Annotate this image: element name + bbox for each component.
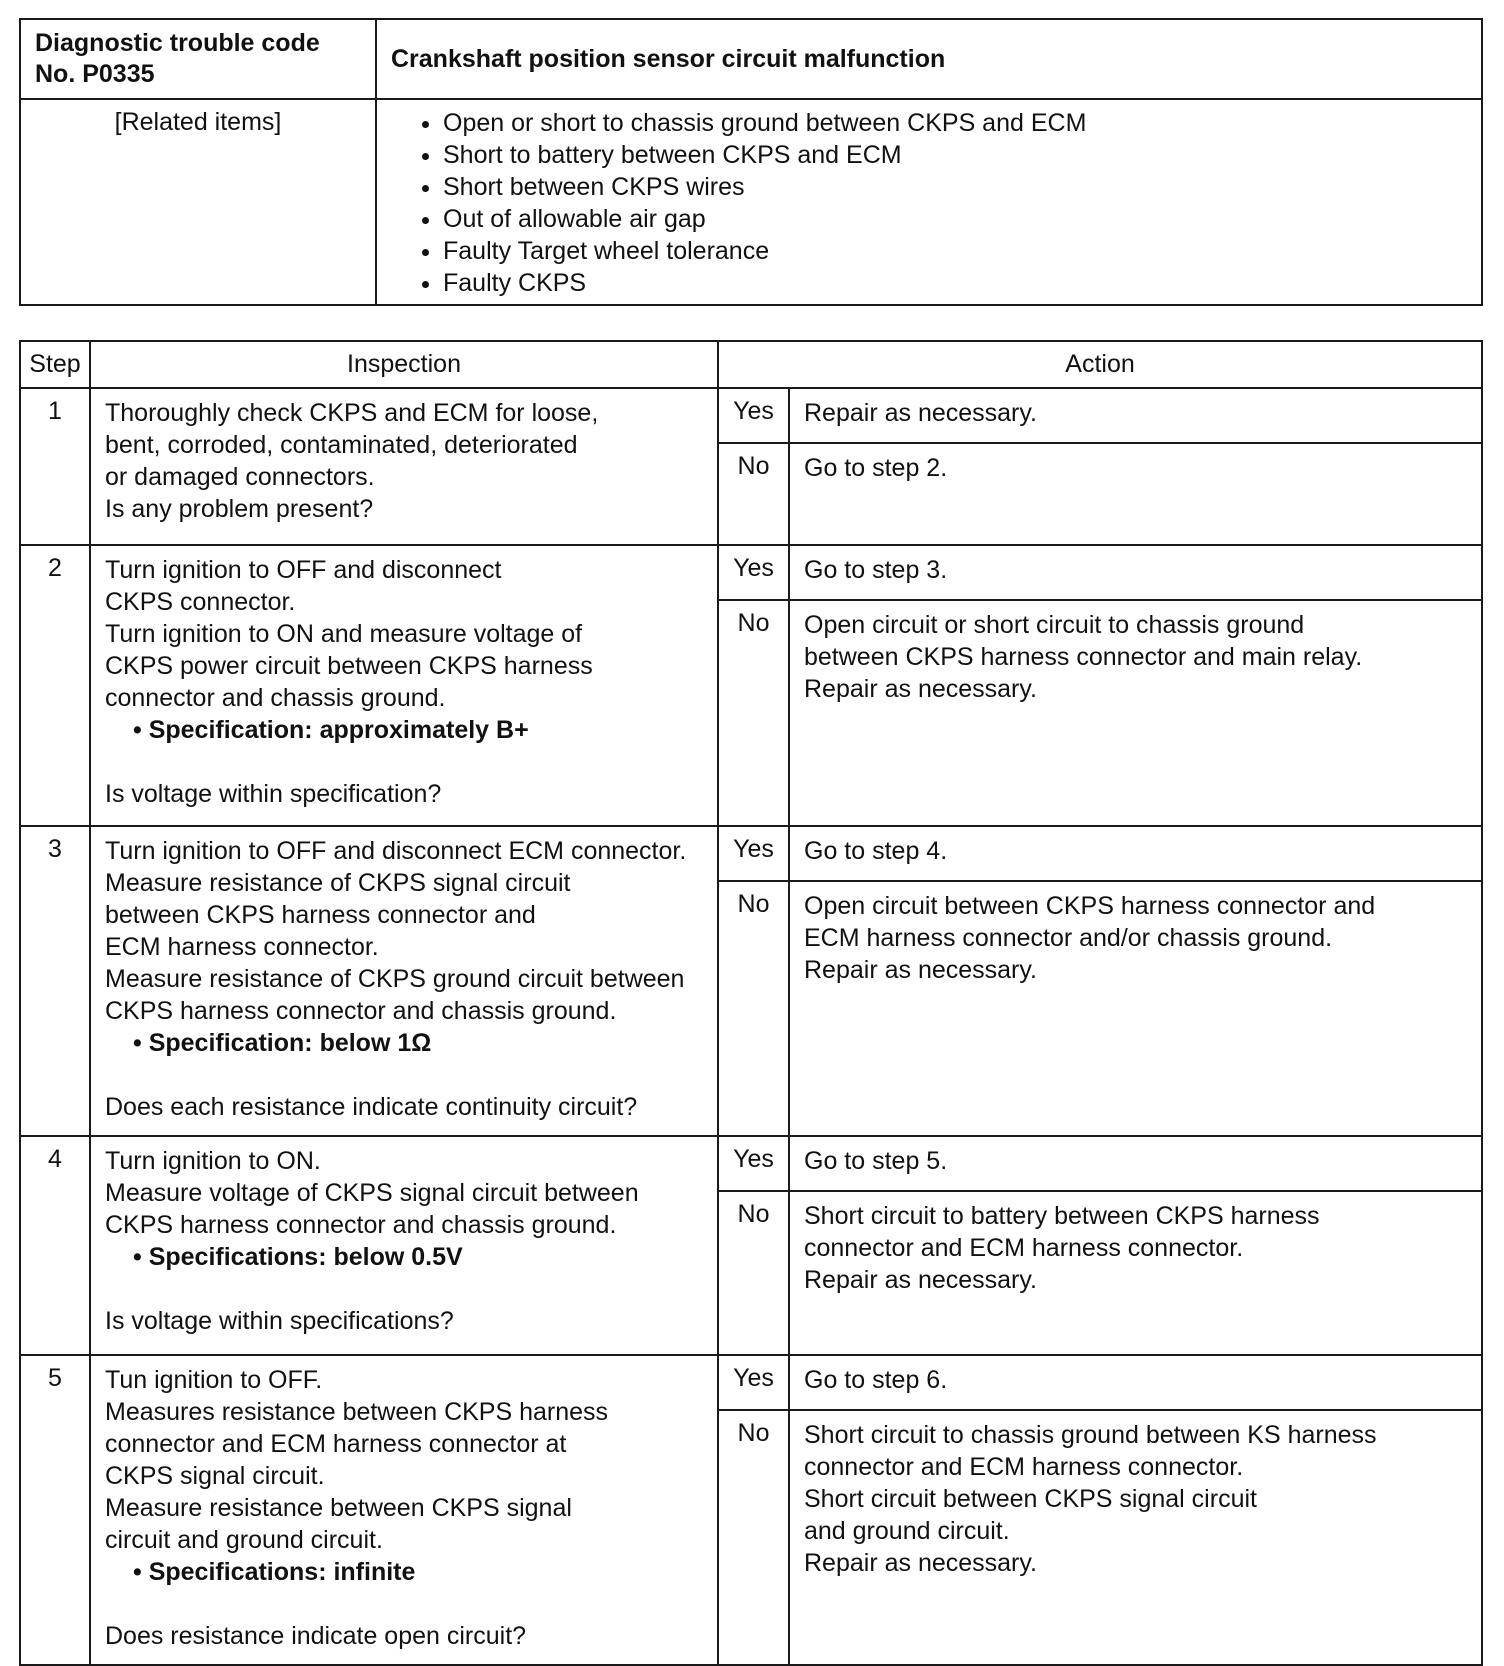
- inspection-question: Does each resistance indicate continuity circuit?: [105, 1093, 638, 1121]
- related-item: • Short to battery between CKPS and ECM: [443, 139, 1481, 171]
- inspection-line: circuit and ground circuit.: [105, 1526, 383, 1554]
- step-number: 4: [20, 1136, 90, 1355]
- related-item: • Faulty CKPS: [443, 267, 1481, 299]
- step-number: 3: [20, 826, 90, 1136]
- no-action-line: Repair as necessary.: [804, 1266, 1037, 1294]
- yes-label: Yes: [718, 388, 789, 443]
- yes-action: Go to step 3.: [789, 545, 1482, 600]
- step-number: 5: [20, 1355, 90, 1665]
- specification-text: Specifications: infinite: [148, 1558, 416, 1586]
- spacer: [105, 746, 705, 778]
- step-number: 2: [20, 545, 90, 826]
- step-row: [20, 1355, 1482, 1410]
- no-label: No: [718, 1410, 789, 1665]
- inspection-line: CKPS power circuit between CKPS harness: [105, 652, 593, 680]
- step-inspection: [90, 388, 718, 545]
- inspection-line: connector and chassis ground.: [105, 684, 446, 712]
- header-step: Step: [20, 341, 90, 388]
- inspection-line: CKPS harness connector and chassis ground.: [105, 997, 617, 1025]
- no-action-line: Repair as necessary.: [804, 1549, 1037, 1577]
- step-row: [20, 1136, 1482, 1191]
- specification-text: Specification: below 1Ω: [148, 1029, 432, 1057]
- yes-action: Go to step 5.: [789, 1136, 1482, 1191]
- step-row: [20, 545, 1482, 600]
- step-inspection: [90, 826, 718, 1136]
- inspection-line: Measure voltage of CKPS signal circuit between: [105, 1179, 639, 1207]
- inspection-line: Turn ignition to ON and measure voltage of: [105, 620, 583, 648]
- inspection-line: Turn ignition to OFF and disconnect: [105, 556, 502, 584]
- inspection-line: bent, corroded, contaminated, deteriorated: [105, 431, 578, 459]
- inspection-line: ECM harness connector.: [105, 933, 379, 961]
- no-action-line: between CKPS harness connector and main relay.: [804, 643, 1363, 671]
- step-inspection: [90, 1136, 718, 1355]
- no-action-line: Repair as necessary.: [804, 956, 1037, 984]
- no-action-line: ECM harness connector and/or chassis ground.: [804, 924, 1333, 952]
- no-action-line: connector and ECM harness connector.: [804, 1453, 1244, 1481]
- inspection-line: Measure resistance of CKPS ground circuit between: [105, 965, 685, 993]
- inspection-line: Measures resistance between CKPS harness: [105, 1398, 609, 1426]
- inspection-line: Turn ignition to ON.: [105, 1147, 321, 1175]
- no-action-line: Go to step 2.: [804, 454, 948, 482]
- inspection-line: or damaged connectors.: [105, 463, 375, 491]
- no-action-line: connector and ECM harness connector.: [804, 1234, 1244, 1262]
- inspection-line: Measure resistance of CKPS signal circuit: [105, 869, 571, 897]
- no-action: [789, 1191, 1482, 1355]
- specification-text: Specification: approximately B+: [148, 716, 529, 744]
- inspection-question: Is voltage within specifications?: [105, 1307, 454, 1335]
- no-action-line: Open circuit or short circuit to chassis ground: [804, 611, 1305, 639]
- header-inspection: Inspection: [90, 341, 718, 388]
- yes-label: Yes: [718, 1355, 789, 1410]
- bullet-icon: •: [133, 1243, 149, 1271]
- related-items-label: [Related items]: [20, 99, 376, 305]
- related-item: • Faulty Target wheel tolerance: [443, 235, 1481, 267]
- related-items-list: [377, 100, 1481, 299]
- step-row: [20, 388, 1482, 443]
- related-item: • Short between CKPS wires: [443, 171, 1481, 203]
- step-row: [20, 826, 1482, 881]
- bullet-icon: •: [133, 716, 149, 744]
- dtc-title: Crankshaft position sensor circuit malfunction: [376, 19, 1482, 99]
- yes-label: Yes: [718, 1136, 789, 1191]
- dtc-code-cell: [20, 19, 376, 99]
- related-item: • Open or short to chassis ground between CKPS and ECM: [443, 107, 1481, 139]
- specification: [105, 1027, 705, 1059]
- no-action: [789, 443, 1482, 545]
- no-label: No: [718, 443, 789, 545]
- inspection-line: Turn ignition to OFF and disconnect ECM connector.: [105, 837, 687, 865]
- inspection-question: Does resistance indicate open circuit?: [105, 1622, 527, 1650]
- header-action: Action: [718, 341, 1482, 388]
- dtc-info-table: [19, 18, 1483, 306]
- inspection-line: Measure resistance between CKPS signal: [105, 1494, 572, 1522]
- inspection-line: Thoroughly check CKPS and ECM for loose,: [105, 399, 599, 427]
- inspection-line: CKPS signal circuit.: [105, 1462, 325, 1490]
- inspection-line: Is any problem present?: [105, 495, 374, 523]
- bullet-icon: •: [133, 1029, 149, 1057]
- no-action-line: Short circuit between CKPS signal circuit: [804, 1485, 1257, 1513]
- no-label: No: [718, 1191, 789, 1355]
- related-item: • Out of allowable air gap: [443, 203, 1481, 235]
- no-action: [789, 1410, 1482, 1665]
- no-action: [789, 600, 1482, 826]
- inspection-question: Is voltage within specification?: [105, 780, 442, 808]
- spacer: [105, 1059, 705, 1091]
- no-action-line: Short circuit to chassis ground between KS harness: [804, 1421, 1377, 1449]
- dtc-code-number: No. P0335: [35, 60, 155, 88]
- no-label: No: [718, 600, 789, 826]
- no-label: No: [718, 881, 789, 1136]
- specification: [105, 1556, 705, 1588]
- spacer: [105, 1588, 705, 1620]
- yes-action: Repair as necessary.: [789, 388, 1482, 443]
- bullet-icon: •: [133, 1558, 149, 1586]
- inspection-line: between CKPS harness connector and: [105, 901, 536, 929]
- inspection-line: connector and ECM harness connector at: [105, 1430, 567, 1458]
- step-inspection: [90, 545, 718, 826]
- no-action-line: and ground circuit.: [804, 1517, 1010, 1545]
- specification-text: Specifications: below 0.5V: [148, 1243, 463, 1271]
- no-action-line: Repair as necessary.: [804, 675, 1037, 703]
- spacer: [105, 1273, 705, 1305]
- yes-label: Yes: [718, 826, 789, 881]
- dtc-code-label: Diagnostic trouble code: [35, 29, 320, 57]
- specification: [105, 714, 705, 746]
- yes-action: Go to step 6.: [789, 1355, 1482, 1410]
- no-action: [789, 881, 1482, 1136]
- step-inspection: [90, 1355, 718, 1665]
- no-action-line: Short circuit to battery between CKPS harness: [804, 1202, 1320, 1230]
- specification: [105, 1241, 705, 1273]
- no-action-line: Open circuit between CKPS harness connector and: [804, 892, 1376, 920]
- inspection-line: CKPS harness connector and chassis ground.: [105, 1211, 617, 1239]
- yes-label: Yes: [718, 545, 789, 600]
- inspection-line: CKPS connector.: [105, 588, 296, 616]
- yes-action: Go to step 4.: [789, 826, 1482, 881]
- inspection-steps-table: [19, 340, 1483, 1666]
- step-number: 1: [20, 388, 90, 545]
- related-items-cell: [376, 99, 1482, 305]
- inspection-line: Tun ignition to OFF.: [105, 1366, 323, 1394]
